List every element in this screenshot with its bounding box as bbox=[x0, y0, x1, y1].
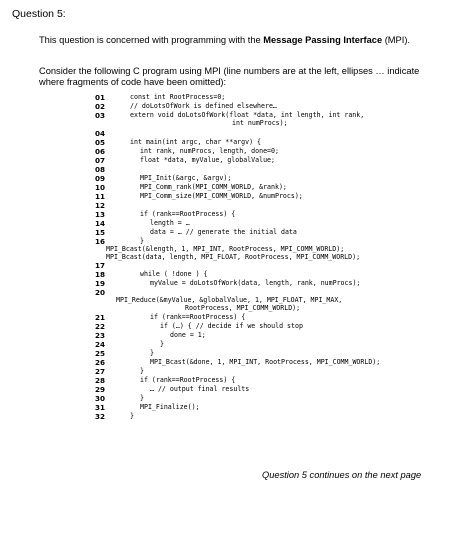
line-number: 08 bbox=[95, 165, 106, 174]
code-line: if (rank==RootProcess) { bbox=[140, 376, 236, 384]
line-number: 31 bbox=[95, 403, 106, 412]
line-number: 04 bbox=[95, 129, 106, 138]
code-line: int rank, numProcs, length, done=0; bbox=[140, 147, 279, 155]
continues-note: Question 5 continues on the next page bbox=[262, 470, 422, 480]
code-line: while ( !done ) { bbox=[140, 270, 208, 278]
code-line: RootProcess, MPI_COMM_WORLD); bbox=[185, 304, 301, 312]
line-number: 12 bbox=[95, 201, 106, 210]
line-number: 26 bbox=[95, 358, 106, 367]
line-number: 27 bbox=[95, 367, 106, 376]
intro-suffix: (MPI). bbox=[382, 35, 411, 45]
line-number: 07 bbox=[95, 156, 106, 165]
line-number: 14 bbox=[95, 219, 106, 228]
line-number: 17 bbox=[95, 261, 106, 270]
line-number: 24 bbox=[95, 340, 106, 349]
line-number: 28 bbox=[95, 376, 106, 385]
line-number: 03 bbox=[95, 111, 106, 120]
consider-paragraph: Consider the following C program using MPI (line numbers are at the left, ellipses … indicate where fragments of code have been omitted): bbox=[39, 66, 420, 87]
code-line: float *data, myValue, globalValue; bbox=[140, 156, 275, 164]
code-line: MPI_Reduce(&myValue, &globalValue, 1, MPI_FLOAT, MPI_MAX, bbox=[116, 296, 343, 304]
line-number: 18 bbox=[95, 270, 106, 279]
line-number: 21 bbox=[95, 313, 106, 322]
code-line: } bbox=[140, 394, 144, 402]
line-number: 19 bbox=[95, 279, 106, 288]
line-number: 29 bbox=[95, 385, 106, 394]
line-number: 25 bbox=[95, 349, 106, 358]
code-line: } bbox=[160, 340, 164, 348]
line-number: 05 bbox=[95, 138, 106, 147]
code-line: if (rank==RootProcess) { bbox=[140, 210, 236, 218]
line-number: 16 bbox=[95, 237, 106, 246]
line-number: 13 bbox=[95, 210, 106, 219]
code-line: done = 1; bbox=[170, 331, 206, 339]
line-number: 20 bbox=[95, 288, 106, 297]
code-line: extern void doLotsOfWork(float *data, int length, int rank, bbox=[130, 111, 365, 119]
code-line: MPI_Comm_rank(MPI_COMM_WORLD, &rank); bbox=[140, 183, 287, 191]
code-line: int numProcs); bbox=[232, 119, 288, 127]
line-number: 22 bbox=[95, 322, 106, 331]
code-line: if (…) { // decide if we should stop bbox=[160, 322, 303, 330]
question-title: Question 5: bbox=[12, 8, 66, 20]
code-line: if (rank==RootProcess) { bbox=[150, 313, 246, 321]
code-line: … // output final results bbox=[150, 385, 250, 393]
intro-bold: Message Passing Interface bbox=[263, 35, 383, 45]
code-line: } bbox=[130, 412, 134, 420]
line-number: 15 bbox=[95, 228, 106, 237]
code-line: MPI_Comm_size(MPI_COMM_WORLD, &numProcs); bbox=[140, 192, 303, 200]
code-line: MPI_Bcast(&done, 1, MPI_INT, RootProcess, MPI_COMM_WORLD); bbox=[150, 358, 381, 366]
code-line: } bbox=[140, 237, 144, 245]
code-line: } bbox=[150, 349, 154, 357]
intro-prefix: This question is concerned with programming with the bbox=[39, 35, 264, 45]
code-line: MPI_Init(&argc, &argv); bbox=[140, 174, 232, 182]
line-number: 23 bbox=[95, 331, 106, 340]
code-line: length = … bbox=[150, 219, 190, 227]
line-number: 11 bbox=[95, 192, 106, 201]
code-line: MPI_Finalize(); bbox=[140, 403, 200, 411]
code-line: data = … // generate the initial data bbox=[150, 228, 297, 236]
line-number: 06 bbox=[95, 147, 106, 156]
line-number: 09 bbox=[95, 174, 106, 183]
line-number: 02 bbox=[95, 102, 106, 111]
code-line: myValue = doLotsOfWork(data, length, rank, numProcs); bbox=[150, 279, 361, 287]
code-line: MPI_Bcast(&length, 1, MPI_INT, RootProcess, MPI_COMM_WORLD); bbox=[106, 245, 345, 253]
line-number: 01 bbox=[95, 93, 106, 102]
code-line: // doLotsOfWork is defined elsewhere… bbox=[130, 102, 277, 110]
code-line: MPI_Bcast(data, length, MPI_FLOAT, RootProcess, MPI_COMM_WORLD); bbox=[106, 253, 361, 261]
line-number: 10 bbox=[95, 183, 106, 192]
code-line: const int RootProcess=0; bbox=[130, 93, 226, 101]
code-line: int main(int argc, char **argv) { bbox=[130, 138, 262, 146]
code-line: } bbox=[140, 367, 144, 375]
intro-paragraph bbox=[39, 35, 439, 46]
line-number: 32 bbox=[95, 412, 106, 421]
line-number: 30 bbox=[95, 394, 106, 403]
